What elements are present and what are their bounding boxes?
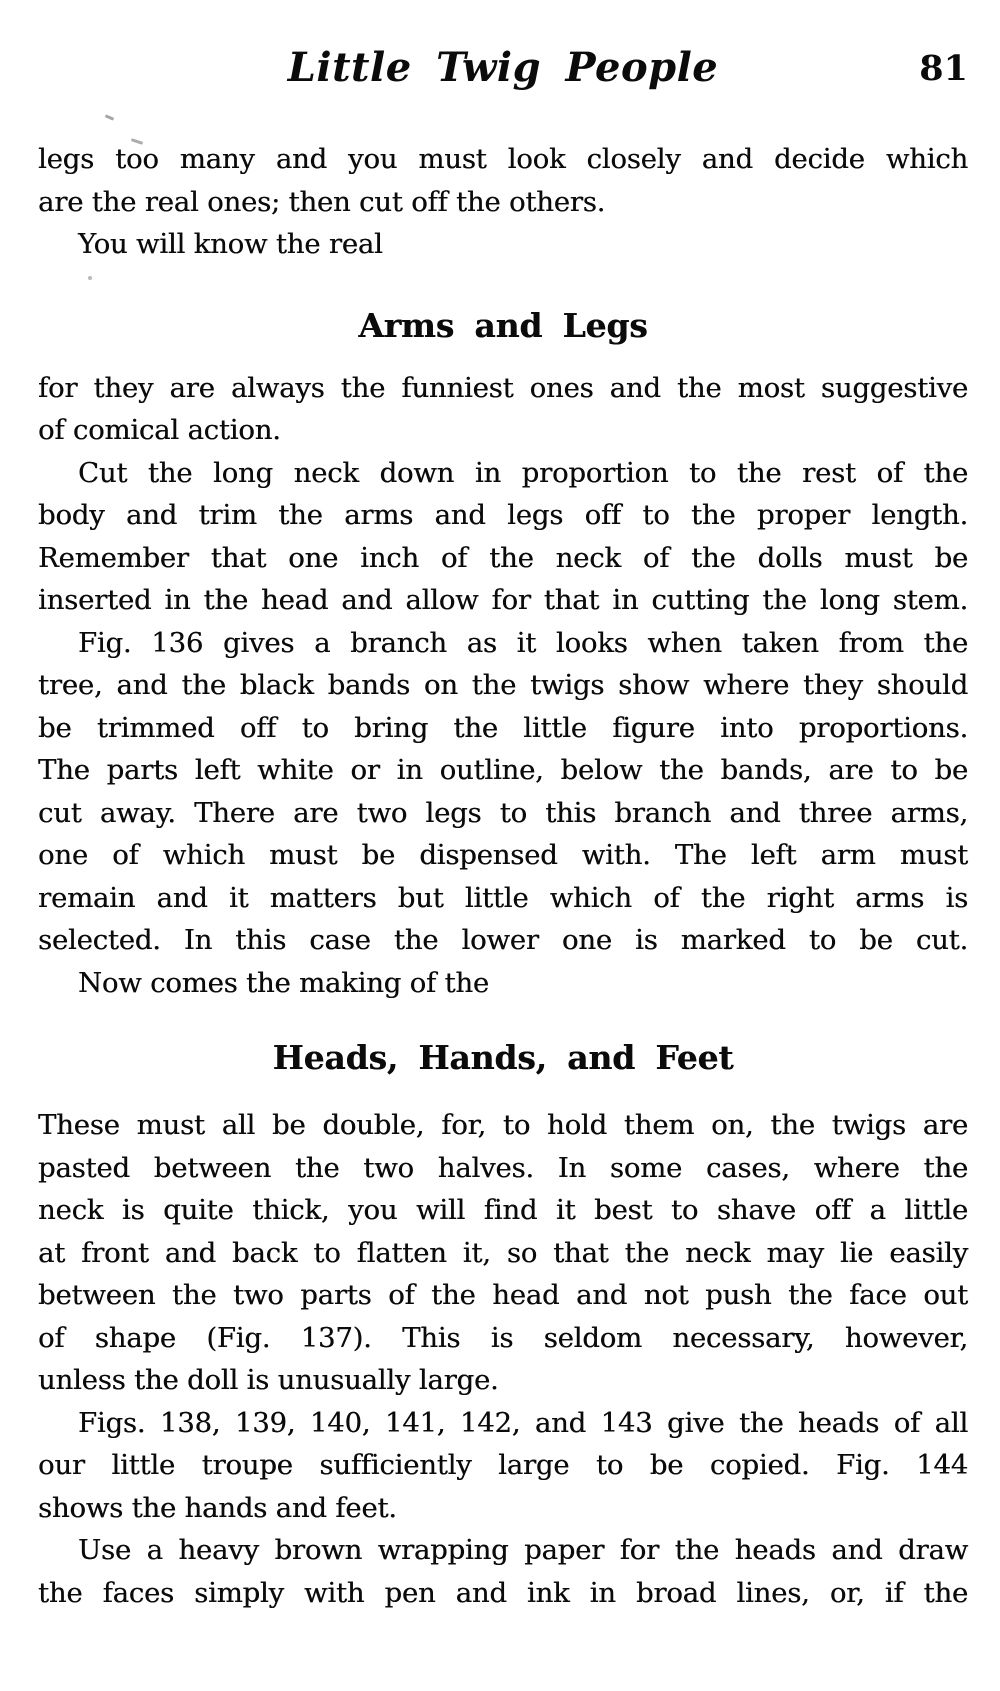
text-line: cut away. There are two legs to this branch and three arms, [38, 796, 968, 829]
text-line: Fig. 136 gives a branch as it looks when taken from the [78, 626, 968, 659]
text-line: for they are always the funniest ones and the most suggestive [38, 371, 968, 404]
paragraph [38, 1104, 968, 1402]
paragraph [38, 138, 968, 266]
text-line: body and trim the arms and legs off to the proper length. [38, 499, 968, 531]
running-title: Little Twig People [287, 44, 719, 91]
section-heading-heads-hands-feet: Heads, Hands, and Feet [272, 1038, 734, 1077]
text-line: The parts left white or in outline, below the bands, are to be [38, 754, 968, 786]
text-line: shows the hands and feet. [38, 1491, 397, 1524]
text-line: You will know the real [78, 228, 383, 260]
paragraph [38, 962, 968, 1005]
text-line: Now comes the making of the [78, 966, 489, 999]
text-line: tree, and the black bands on the twigs show where they should [38, 669, 968, 701]
text-line: These must all be double, for, to hold them on, the twigs are [38, 1109, 968, 1141]
book-page-scan [0, 44, 1000, 1691]
text-line: inserted in the head and allow for that in cutting the long stem. [38, 584, 968, 616]
scan-artifact [105, 114, 114, 120]
paragraph [38, 622, 968, 962]
text-line: our little troupe sufficiently large to be copied. Fig. 144 [38, 1449, 968, 1481]
text-line: pasted between the two halves. In some cases, where the [38, 1151, 968, 1184]
section-heading-arms-and-legs: Arms and Legs [358, 305, 648, 345]
text-line: selected. In this case the lower one is marked to be cut. [38, 924, 968, 956]
text-line: be trimmed off to bring the little figure into proportions. [38, 711, 968, 744]
text-line: unless the doll is unusually large. [38, 1364, 499, 1396]
text-line: Use a heavy brown wrapping paper for the heads and draw [78, 1534, 968, 1566]
text-line: neck is quite thick, you will find it best to shave off a little [38, 1194, 968, 1226]
text-line: the faces simply with pen and ink in broad lines, or, if the [38, 1576, 968, 1609]
page [0, 44, 1000, 1614]
text-line: of shape (Fig. 137). This is seldom necessary, however, [38, 1321, 968, 1354]
text-line: Cut the long neck down in proportion to the rest of the [78, 456, 968, 489]
text-line: at front and back to flatten it, so that the neck may lie easily [38, 1236, 968, 1269]
text-line: are the real ones; then cut off the others. [38, 185, 606, 218]
body-text [38, 138, 968, 1614]
paragraph [38, 1402, 968, 1530]
paragraph [38, 1529, 968, 1614]
paragraph [38, 452, 968, 622]
text-line: Remember that one inch of the neck of the dolls must be [38, 541, 968, 574]
page-number: 81 [919, 48, 968, 89]
text-line: Figs. 138, 139, 140, 141, 142, and 143 give the heads of all [78, 1406, 968, 1439]
text-line: one of which must be dispensed with. The left arm must [38, 839, 968, 871]
text-line: between the two parts of the head and not push the face out [38, 1279, 968, 1311]
running-header [38, 44, 968, 92]
paragraph [38, 367, 968, 452]
scan-artifact [88, 276, 92, 280]
text-line: of comical action. [38, 414, 281, 446]
text-line: legs too many and you must look closely and decide which [38, 143, 968, 175]
text-line: remain and it matters but little which of the right arms is [38, 881, 968, 914]
